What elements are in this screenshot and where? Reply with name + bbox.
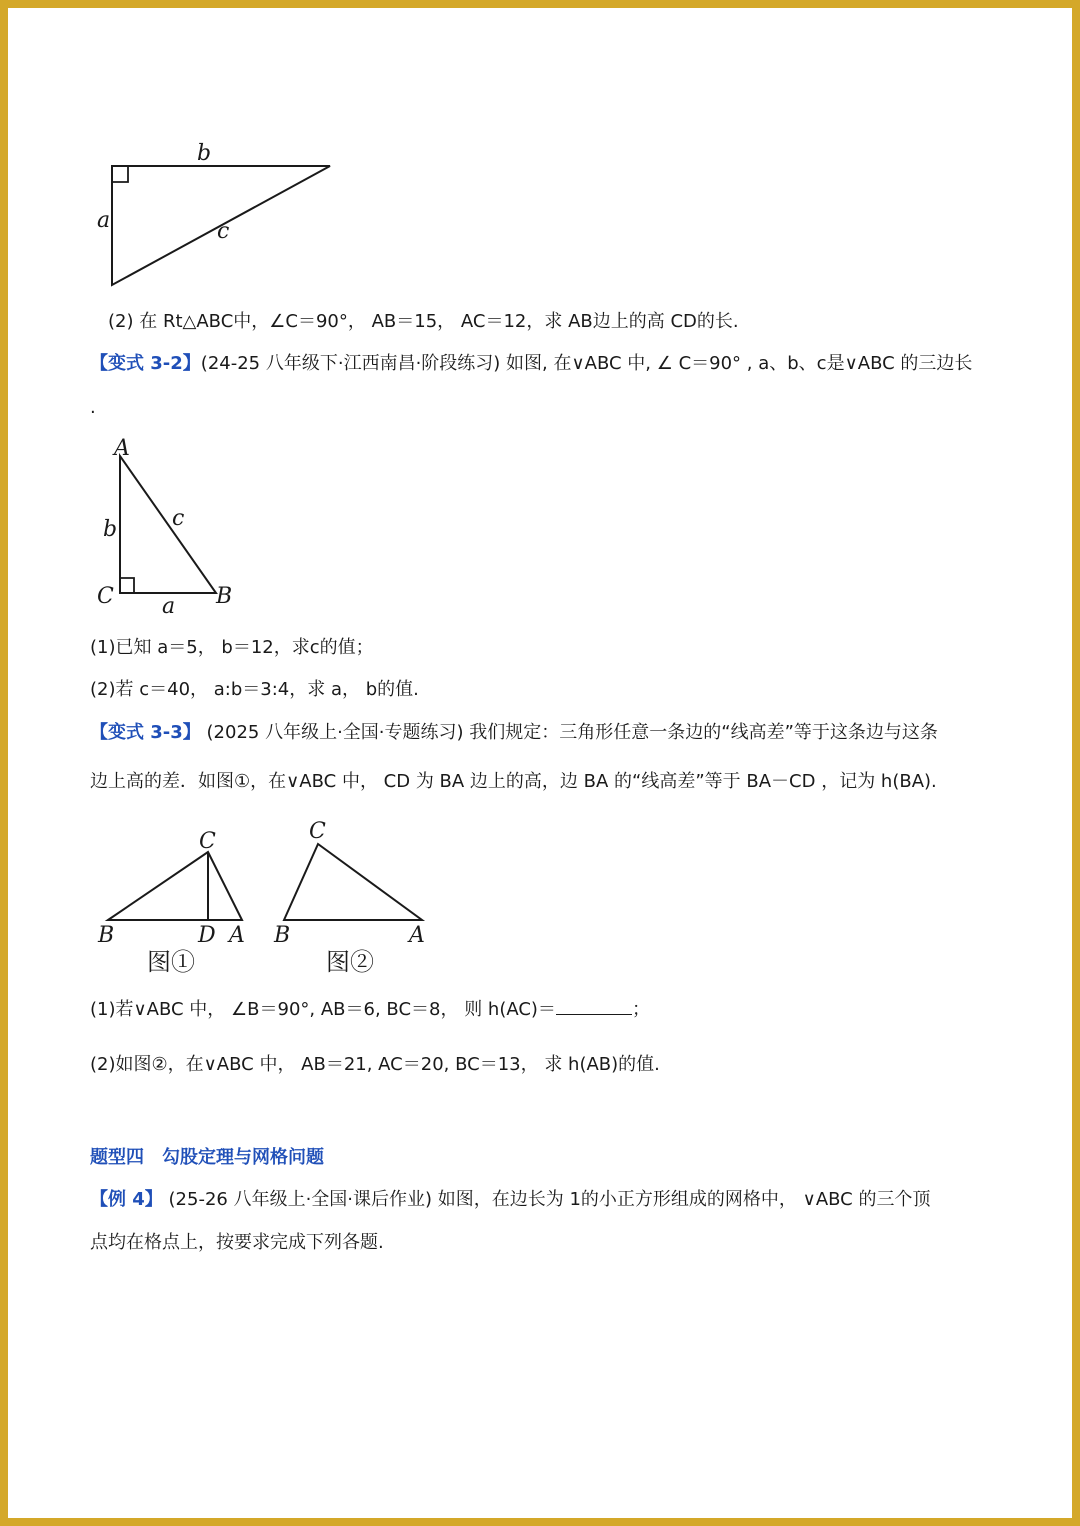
label-c2: c — [172, 506, 185, 531]
variant-3-3-q2: (2)如图②，在∨ABC 中， AB＝21, AC＝20, BC＝13， 求 h(AB)的值. — [90, 1054, 660, 1075]
example-4-tag: 【例 4】 — [90, 1189, 163, 1210]
figure-1-group — [97, 829, 245, 976]
label-a: a — [97, 208, 111, 233]
variant-3-2-text: (24-25 八年级下·江西南昌·阶段练习) 如图, 在∨ABC 中, ∠ C＝90° , a、b、c是∨ABC 的三边长 — [200, 353, 973, 374]
answer-blank[interactable] — [556, 996, 632, 1015]
example-4-line — [90, 1188, 930, 1212]
example-4-text: (25-26 八年级上·全国·课后作业) 如图，在边长为 1的小正方形组成的网格中， ∨ABC 的三个顶 — [162, 1189, 931, 1210]
triangle-fig1 — [108, 852, 242, 920]
fig2-vertex-A: A — [409, 923, 425, 948]
vertex-B: B — [216, 584, 233, 609]
label-b2: b — [103, 517, 118, 542]
variant-3-2-cont: . — [90, 397, 96, 418]
vertex-C: C — [97, 584, 114, 609]
figure-2-group — [273, 819, 425, 976]
fig1-vertex-C: C — [199, 829, 216, 854]
variant-3-3-q1-text: (1)若∨ABC 中， ∠B＝90°, AB＝6, BC＝8， 则 h(AC)＝ — [90, 999, 556, 1020]
label-b: b — [197, 141, 212, 166]
variant-3-2-q2: (2)若 c＝40， a:b＝3:4，求 a， b的值. — [90, 679, 419, 700]
question-2-text: (2) 在 Rt△ABC中，∠C＝90°， AB＝15， AC＝12，求 AB边上的高 CD的长. — [108, 311, 739, 332]
fig1-vertex-B: B — [98, 923, 115, 948]
fig1-vertex-A: A — [229, 923, 245, 948]
label-c: c — [217, 219, 230, 244]
example-4-cont: 点均在格点上，按要求完成下列各题. — [90, 1232, 384, 1253]
fig2-caption: 图② — [326, 948, 374, 976]
variant-3-2-tag: 【变式 3-2】 — [90, 353, 201, 374]
label-a2: a — [162, 594, 176, 619]
variant-3-3-q1 — [90, 996, 650, 1022]
variant-3-3-tag: 【变式 3-3】 — [90, 722, 201, 743]
variant-3-3-q1-end: ； — [631, 999, 650, 1020]
fig2-vertex-C: C — [309, 819, 326, 844]
variant-3-3-cont: 边上高的差．如图①，在∨ABC 中， CD 为 BA 边上的高，边 BA 的“线高差”等于 BA－CD ，记为 h(BA). — [90, 771, 937, 792]
variant-3-3-text: (2025 八年级上·全国·专题练习) 我们规定：三角形任意一条边的“线高差”等于这条边与这条 — [200, 722, 938, 743]
fig2-vertex-B: B — [274, 923, 291, 948]
vertex-A: A — [114, 436, 130, 461]
fig1-vertex-D: D — [198, 923, 216, 948]
variant-3-2-q1: (1)已知 a＝5， b＝12，求c的值； — [90, 637, 374, 658]
triangle-fig2 — [284, 844, 422, 920]
fig1-caption: 图① — [147, 948, 195, 976]
section-heading: 题型四 勾股定理与网格问题 — [90, 1147, 324, 1168]
